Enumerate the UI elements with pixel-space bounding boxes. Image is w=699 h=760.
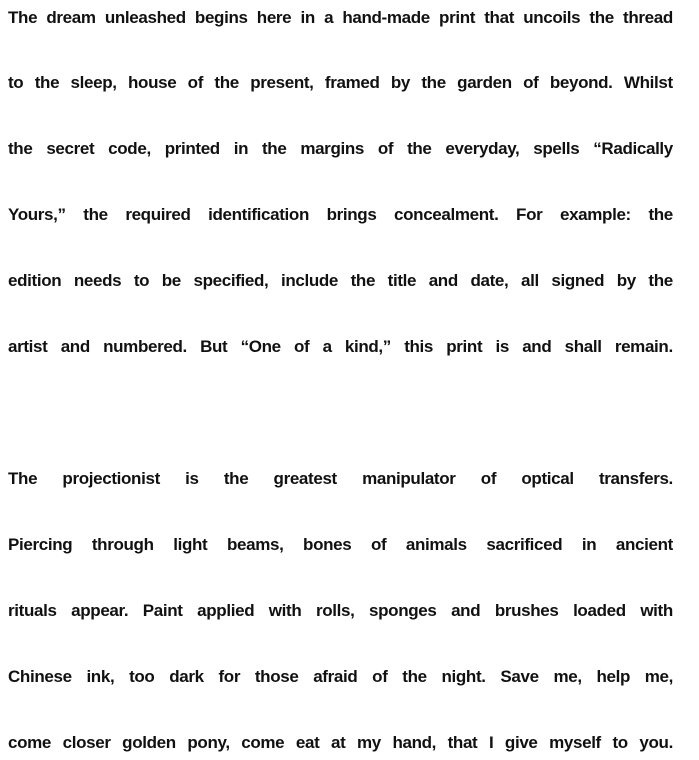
word: the: [402, 667, 427, 686]
word: uncoils: [523, 8, 581, 27]
word: of: [480, 469, 497, 488]
word: Yours,”: [8, 205, 66, 224]
word: night.: [441, 667, 486, 686]
word: you.: [639, 733, 673, 752]
word: those: [254, 667, 299, 686]
word: bones: [303, 535, 352, 554]
word: title: [387, 271, 417, 290]
word: beams,: [226, 535, 284, 554]
word: specified,: [193, 271, 269, 290]
word: give: [504, 733, 538, 752]
word: for: [218, 667, 241, 686]
word: is: [185, 469, 199, 488]
word: pony,: [187, 733, 230, 752]
word: is: [495, 337, 509, 356]
word: with: [268, 601, 302, 620]
word: print: [439, 8, 476, 27]
word: and: [428, 271, 458, 290]
word: hand,: [392, 733, 437, 752]
word: of: [370, 535, 387, 554]
word: me,: [644, 667, 673, 686]
word: light: [173, 535, 208, 554]
word: applied: [197, 601, 255, 620]
word: me,: [553, 667, 582, 686]
word: secret: [46, 139, 95, 158]
word: come: [8, 733, 52, 752]
word: afraid: [313, 667, 358, 686]
word: appear.: [71, 601, 129, 620]
word: margins: [300, 139, 364, 158]
word: by: [390, 73, 410, 92]
word: through: [91, 535, 154, 554]
word: remain.: [614, 337, 673, 356]
word: thread: [623, 8, 673, 27]
word: print: [446, 337, 483, 356]
word: a: [322, 337, 332, 356]
word: edition: [8, 271, 62, 290]
word: loaded: [573, 601, 626, 620]
word: a: [324, 8, 334, 27]
word: here: [256, 8, 292, 27]
word: to: [8, 73, 24, 92]
word: the: [421, 73, 446, 92]
word: identification: [208, 205, 309, 224]
word: framed: [324, 73, 380, 92]
word: dream: [46, 8, 96, 27]
word: rolls,: [315, 601, 355, 620]
word: at: [330, 733, 346, 752]
word: sleep,: [70, 73, 117, 92]
word: hand-made: [342, 8, 430, 27]
word: of: [523, 73, 539, 92]
text-line: [8, 467, 673, 491]
word: projectionist: [62, 469, 160, 488]
word: animals: [405, 535, 467, 554]
word: to: [133, 271, 150, 290]
word: greatest: [273, 469, 337, 488]
word: Chinese: [8, 667, 72, 686]
word: begins: [194, 8, 248, 27]
word: of: [187, 73, 204, 92]
word: unleashed: [104, 8, 186, 27]
text-line: [8, 269, 673, 293]
word: I: [488, 733, 494, 752]
word: the: [34, 73, 60, 92]
word: golden: [122, 733, 176, 752]
word: sponges: [369, 601, 437, 620]
word: date,: [470, 271, 509, 290]
word: the: [350, 271, 376, 290]
word: all: [520, 271, 539, 290]
word: “One: [240, 337, 281, 356]
text-line: [8, 203, 673, 227]
text-line: [8, 599, 673, 623]
word: the: [214, 73, 239, 92]
word: that: [484, 8, 515, 27]
word: everyday,: [445, 139, 520, 158]
text-line: [8, 335, 673, 359]
word: my: [356, 733, 381, 752]
text-line: [8, 6, 673, 30]
word: the: [8, 139, 33, 158]
word: sacrificed: [486, 535, 563, 554]
word: by: [616, 271, 636, 290]
word: the: [407, 139, 432, 158]
word: ink,: [86, 667, 115, 686]
word: eat: [295, 733, 320, 752]
word: the: [648, 271, 673, 290]
word: The: [8, 469, 38, 488]
word: numbered.: [103, 337, 187, 356]
word: beyond.: [549, 73, 613, 92]
word: concealment.: [394, 205, 499, 224]
word: of: [377, 139, 394, 158]
word: in: [233, 139, 249, 158]
word: Save: [500, 667, 539, 686]
word: and: [522, 337, 552, 356]
word: artist: [8, 337, 48, 356]
word: the: [589, 8, 614, 27]
word: required: [125, 205, 191, 224]
word: too: [129, 667, 155, 686]
word: For: [516, 205, 543, 224]
word: rituals: [8, 601, 57, 620]
word: come: [241, 733, 285, 752]
word: in: [300, 8, 315, 27]
word: signed: [551, 271, 605, 290]
word: Paint: [142, 601, 183, 620]
word: of: [372, 667, 388, 686]
text-line: [8, 533, 673, 557]
word: include: [280, 271, 339, 290]
word: that: [447, 733, 478, 752]
word: closer: [62, 733, 111, 752]
word: and: [451, 601, 481, 620]
word: house: [128, 73, 177, 92]
word: this: [404, 337, 434, 356]
word: needs: [73, 271, 122, 290]
word: optical: [521, 469, 574, 488]
word: the: [223, 469, 249, 488]
word: help: [596, 667, 630, 686]
word: spells: [533, 139, 580, 158]
word: manipulator: [362, 469, 456, 488]
word: present,: [250, 73, 314, 92]
word: printed: [164, 139, 220, 158]
text-line: [8, 731, 673, 755]
word: code,: [108, 139, 151, 158]
word: But: [200, 337, 228, 356]
word: brushes: [494, 601, 559, 620]
word: The: [8, 8, 38, 27]
word: and: [60, 337, 90, 356]
word: in: [581, 535, 597, 554]
word: with: [640, 601, 673, 620]
word: “Radically: [593, 139, 673, 158]
word: the: [83, 205, 108, 224]
word: to: [612, 733, 628, 752]
word: Whilst: [623, 73, 673, 92]
text-line: [8, 665, 673, 689]
word: kind,”: [344, 337, 391, 356]
word: garden: [457, 73, 512, 92]
word: Piercing: [8, 535, 73, 554]
word: ancient: [615, 535, 673, 554]
word: brings: [326, 205, 377, 224]
word: the: [648, 205, 673, 224]
word: myself: [549, 733, 601, 752]
word: dark: [169, 667, 204, 686]
word: the: [262, 139, 287, 158]
word: shall: [564, 337, 602, 356]
word: transfers.: [598, 469, 673, 488]
word: example:: [559, 205, 631, 224]
word: of: [293, 337, 310, 356]
word: be: [161, 271, 181, 290]
text-line: [8, 71, 673, 95]
text-line: [8, 137, 673, 161]
